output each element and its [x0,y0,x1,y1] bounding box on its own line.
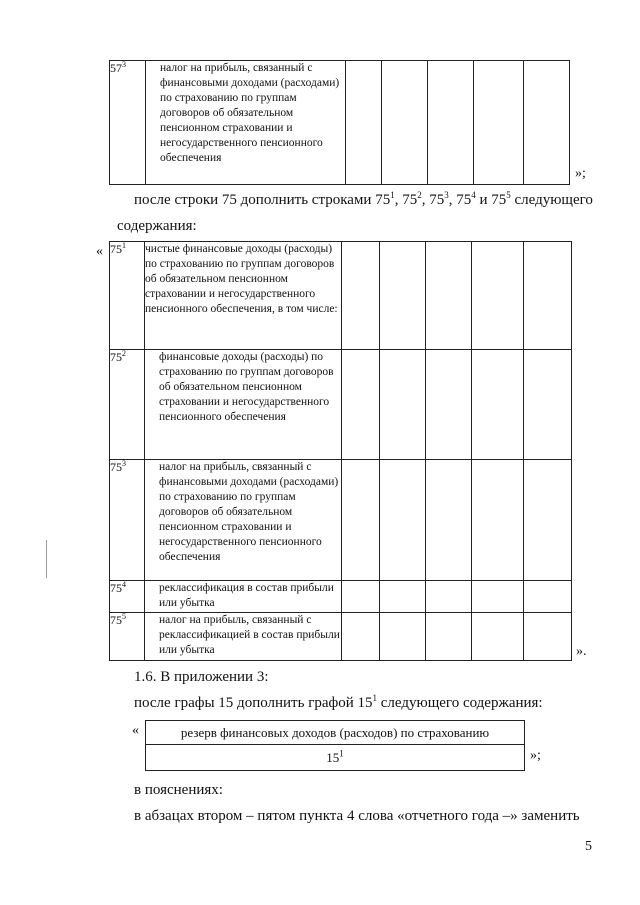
empty-cell [380,350,426,460]
paragraph-add-column: после графы 15 дополнить графой $15^1$ следующего содержания: [134,693,543,711]
row-label: чистые финансовые доходы (расходы) по страхованию по группам договоров об обязательном пенсионном страховании и негосударственного пенсионного обеспечения, в том числе: [145,242,342,350]
empty-cell [342,613,380,661]
closing-quote: »; [530,748,541,763]
table-row [110,613,572,661]
table-new-column [145,720,525,771]
paragraph-add-rows: после строки 75 дополнить строками $75^1$, $75^2$, $75^3$, $75^4$ и $75^5$ следующего [134,190,593,208]
section-heading: 1.6. В приложении 3: [134,669,269,685]
table-row [110,460,572,581]
paragraph-replace: в абзацах втором – пятом пункта 4 слова «отчетного года –» заменить [134,808,580,824]
empty-cell [524,242,572,350]
empty-cell [472,581,524,613]
empty-cell [380,242,426,350]
empty-cell [472,613,524,661]
closing-quote: ». [576,644,587,659]
empty-cell [426,613,472,661]
row-number: $75^4$ [110,581,145,613]
page-number: 5 [585,839,592,854]
empty-cell [380,581,426,613]
empty-cell [524,581,572,613]
empty-cell [426,581,472,613]
opening-quote: « [96,244,103,259]
row-number: $57^3$ [110,61,146,185]
empty-cell [346,61,382,185]
empty-cell [472,350,524,460]
row-label: налог на прибыль, связанный с финансовыми доходами (расходами) по страхованию по группам договоров об обязательном пенсионном страховании и негосударственного пенсионного обеспечения [145,460,342,581]
table-row [110,242,572,350]
row-label: реклассификация в состав прибыли или убытка [145,581,342,613]
empty-cell [426,350,472,460]
empty-cell [380,460,426,581]
column-header: резерв финансовых доходов (расходов) по страхованию [146,721,525,745]
empty-cell [524,613,572,661]
empty-cell [428,61,474,185]
table-row [110,581,572,613]
table-row [146,745,525,771]
empty-cell [472,242,524,350]
row-number: $75^2$ [110,350,145,460]
paragraph-explanations: в пояснениях: [134,782,223,798]
empty-cell [342,460,380,581]
scan-artifact-line [46,540,47,578]
paragraph-add-rows-cont: содержания: [117,218,197,234]
empty-cell [472,460,524,581]
empty-cell [524,61,570,185]
empty-cell [426,460,472,581]
empty-cell [342,581,380,613]
row-number: $75^1$ [110,242,145,350]
table-row [110,350,572,460]
row-number: $75^5$ [110,613,145,661]
row-label: налог на прибыль, связанный с финансовыми доходами (расходами) по страхованию по группам договоров об обязательном пенсионном страховании и негосударственного пенсионного обеспечения [146,61,346,185]
table-header-row [146,721,525,745]
empty-cell [474,61,524,185]
table-row [110,61,570,185]
column-number: $15^1$ [146,745,525,771]
empty-cell [524,350,572,460]
closing-quote: »; [575,166,586,181]
row-label: финансовые доходы (расходы) по страхованию по группам договоров об обязательном пенсионном страховании и негосударственного пенсионного обеспечения [145,350,342,460]
opening-quote: « [132,723,139,738]
empty-cell [426,242,472,350]
empty-cell [342,350,380,460]
row-number: $75^3$ [110,460,145,581]
table-continuation [109,60,570,185]
empty-cell [382,61,428,185]
empty-cell [342,242,380,350]
row-label: налог на прибыль, связанный с реклассификацией в состав прибыли или убытка [145,613,342,661]
empty-cell [380,613,426,661]
table-new-rows [109,241,572,661]
empty-cell [524,460,572,581]
